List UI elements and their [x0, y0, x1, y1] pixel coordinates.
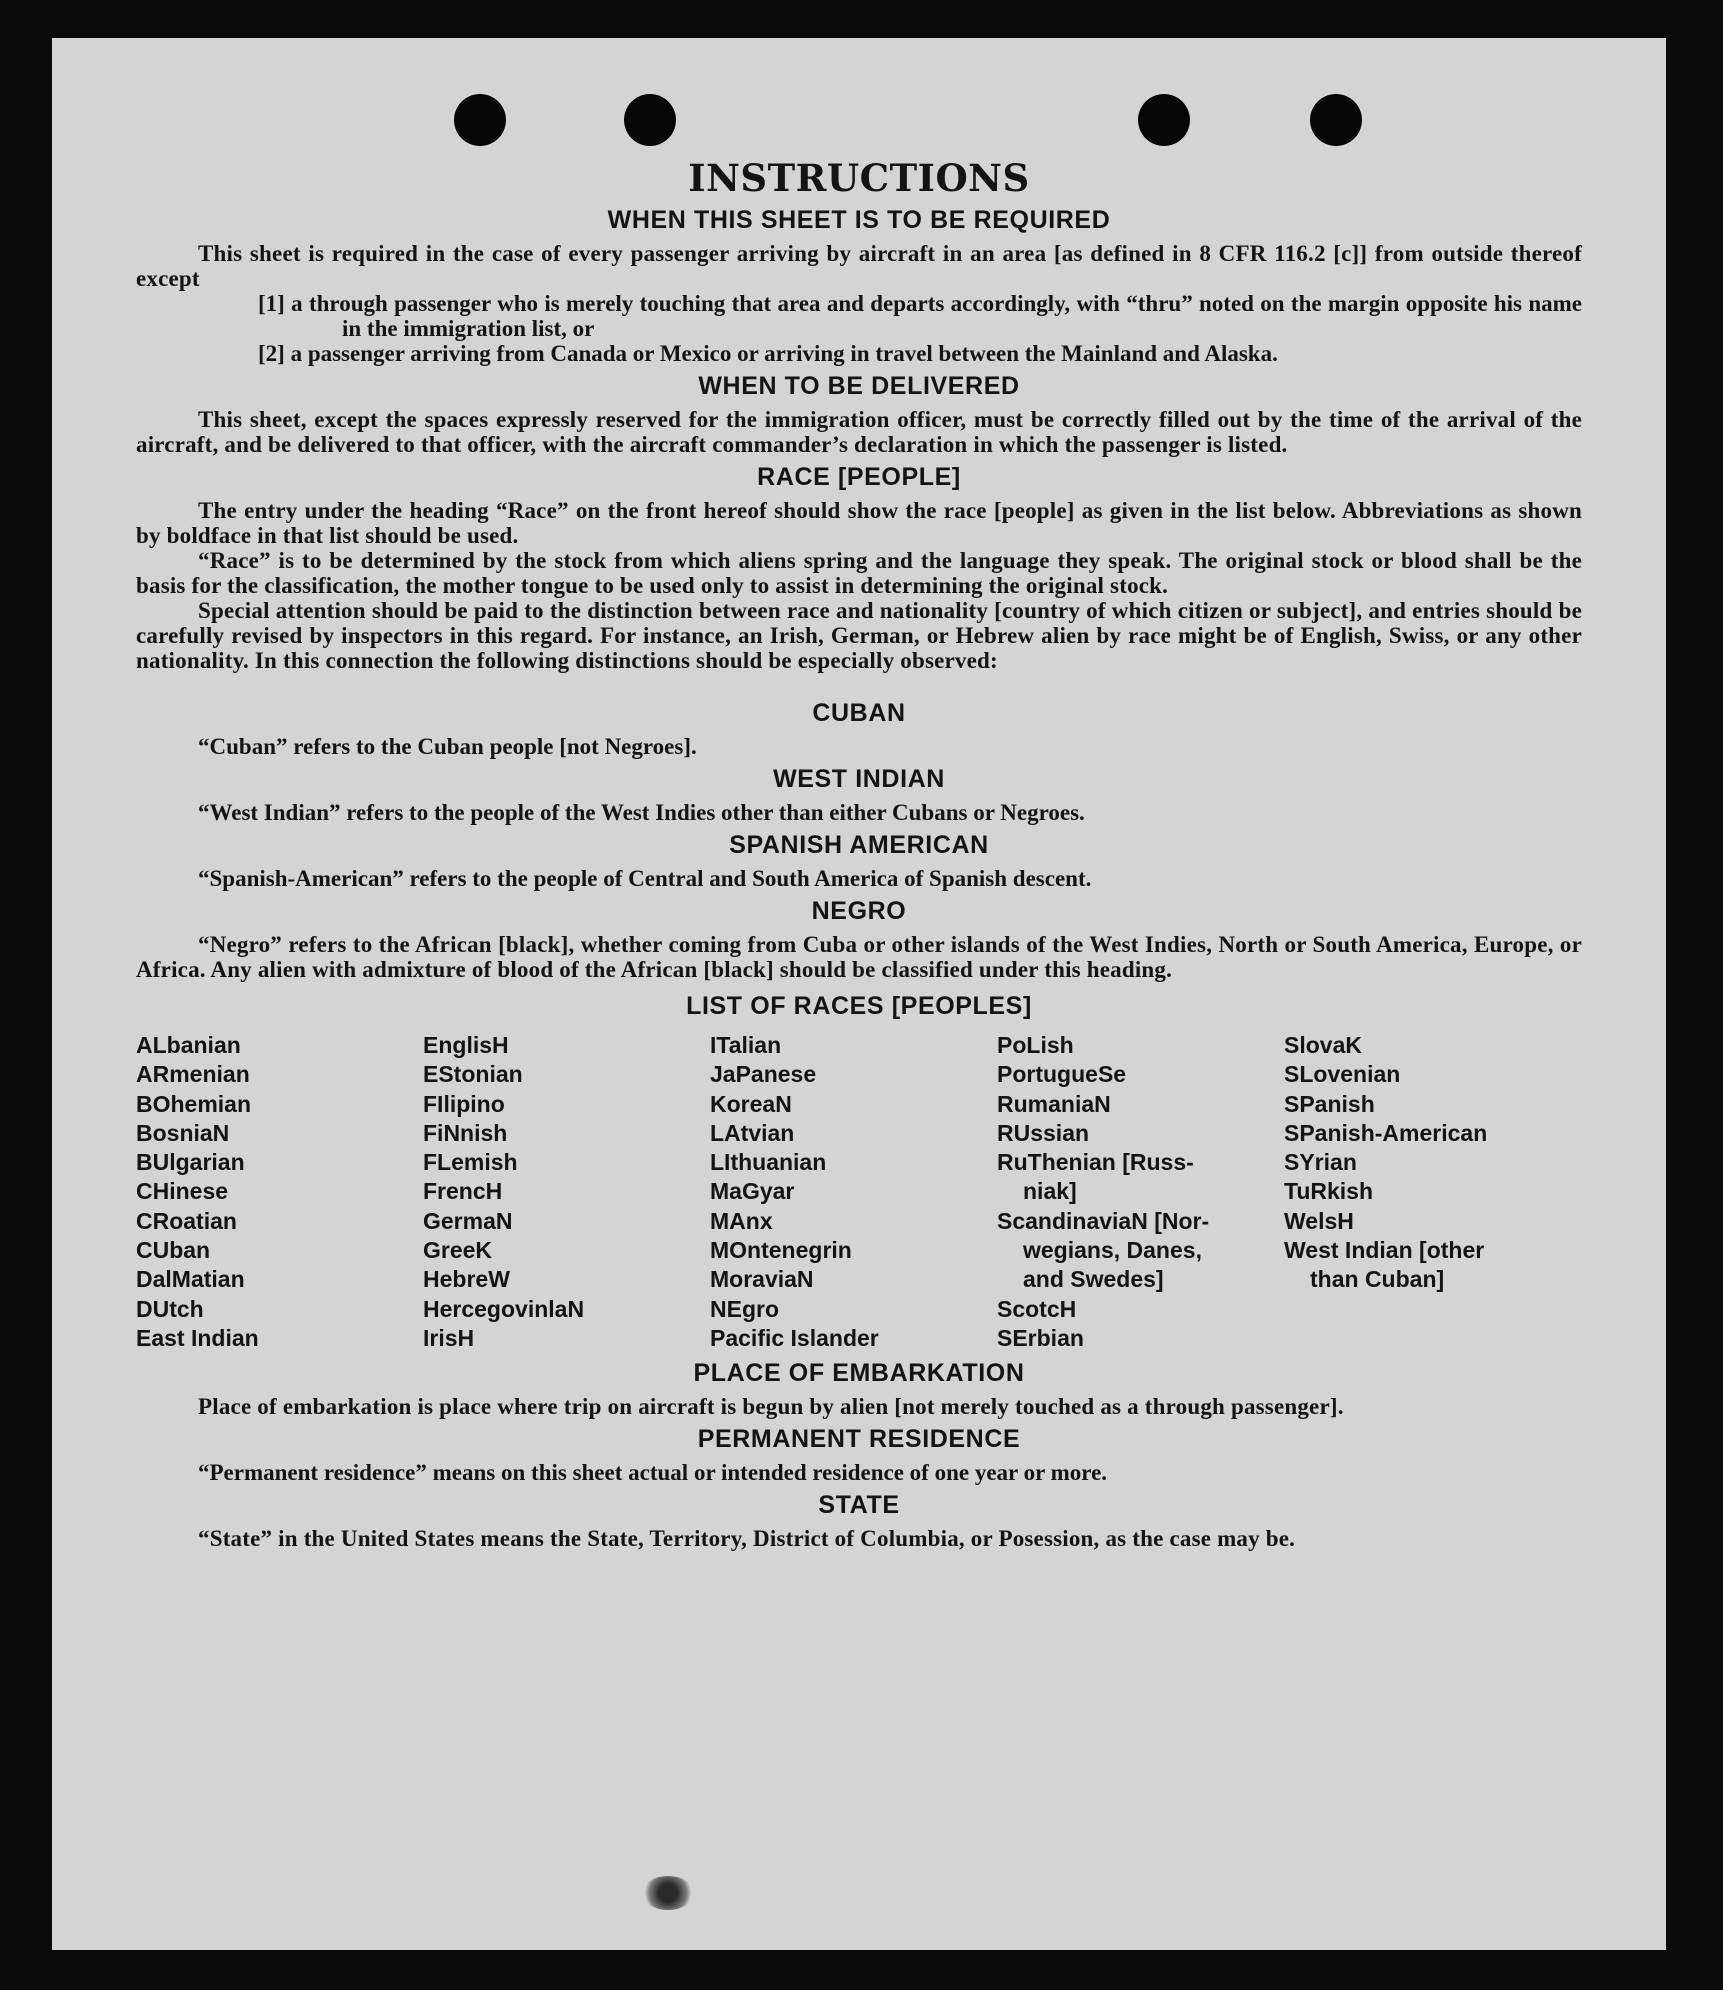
race-paragraph: “Race” is to be determined by the stock from which aliens spring and the language they speak. The original stock or blood shall be the basis for the classification, the mother tongue to be used only to assist in determining the original stock.: [136, 548, 1582, 598]
west-indian-text: “West Indian” refers to the people of the West Indies other than either Cubans or Negroes.: [198, 800, 1085, 825]
race-entry: FrencH: [423, 1178, 503, 1205]
embarkation-text: Place of embarkation is place where trip on aircraft is begun by alien [not merely touched as a through passenger].: [198, 1394, 1344, 1420]
race-entry: niak]: [1023, 1178, 1077, 1205]
race-entry: Pacific Islander: [710, 1324, 879, 1351]
race-entry: JaPanese: [710, 1061, 817, 1088]
race-entry: KoreaN: [710, 1090, 792, 1117]
exception-item-2: [2] a passenger arriving from Canada or Mexico or arriving in travel between the Mainland and Alaska.: [258, 341, 1278, 366]
race-entry: MAnx: [710, 1207, 773, 1234]
heading-negro: NEGRO: [811, 897, 907, 925]
race-entry: NEgro: [710, 1295, 779, 1322]
races-column: [997, 1031, 1284, 1353]
race-entry: RumaniaN: [997, 1090, 1111, 1117]
race-paragraph: The entry under the heading “Race” on the front hereof should show the race [people] as given in the list below. Abbreviations as shown by boldface in that list should be used.: [136, 498, 1582, 548]
race-entry: FiNnish: [423, 1119, 508, 1146]
race-entry: BUlgarian: [136, 1149, 245, 1176]
race-entry: EnglisH: [423, 1032, 509, 1058]
document-page: [52, 38, 1666, 1950]
race-paragraph: Special attention should be paid to the distinction between race and nationality [country of which citizen or subject], and entries should be carefully revised by inspectors in this regard. For instance, an Irish, German, or Hebrew alien by race might be of English, Swiss, or any other nationality. In this connection the following distinctions should be especially observed:: [136, 598, 1582, 673]
race-entry: wegians, Danes,: [1023, 1237, 1202, 1264]
race-entry: TuRkish: [1284, 1178, 1374, 1205]
race-entry: ITalian: [710, 1032, 782, 1058]
when-required-intro: This sheet is required in the case of every passenger arriving by aircraft in an area [as defined in 8 CFR 116.2 [c]] from outside thereof except: [136, 241, 1582, 291]
race-entry: CUban: [136, 1237, 211, 1264]
races-column: [423, 1031, 710, 1353]
heading-when-delivered: WHEN TO BE DELIVERED: [698, 372, 1020, 400]
race-entry: PoLish: [997, 1032, 1074, 1058]
race-entry: SYrian: [1284, 1149, 1357, 1176]
race-entry: RuThenian [Russ-: [997, 1149, 1194, 1176]
race-entry: IrisH: [423, 1324, 475, 1351]
race-entry: EStonian: [423, 1061, 523, 1088]
heading-embarkation: PLACE OF EMBARKATION: [693, 1359, 1025, 1388]
race-entry: LIthuanian: [710, 1149, 827, 1176]
race-entry: MOntenegrin: [710, 1237, 852, 1264]
heading-permanent-residence: PERMANENT RESIDENCE: [697, 1425, 1021, 1454]
residence-text: “Permanent residence” means on this sheet actual or intended residence of one year or more.: [198, 1460, 1108, 1486]
races-table: [136, 1031, 1582, 1353]
heading-state: STATE: [818, 1491, 900, 1520]
heading-cuban: CUBAN: [812, 699, 906, 727]
race-entry: SLovenian: [1284, 1061, 1401, 1088]
heading-spanish-american: SPANISH AMERICAN: [729, 831, 989, 859]
race-entry: SPanish-American: [1284, 1119, 1488, 1146]
race-entry: ScotcH: [997, 1295, 1077, 1322]
races-column: [1284, 1031, 1571, 1353]
race-entry: West Indian [other: [1284, 1237, 1485, 1264]
race-entry: LAtvian: [710, 1119, 795, 1146]
exception-item-1: [1] a through passenger who is merely touching that area and departs accordingly, with “thru” noted on the margin opposite his name in the immigration list, or: [258, 291, 1582, 341]
race-entry: HebreW: [423, 1266, 510, 1293]
race-entry: FIlipino: [423, 1090, 505, 1117]
race-entry: BOhemian: [136, 1090, 252, 1117]
race-entry: FLemish: [423, 1149, 518, 1176]
race-entry: than Cuban]: [1310, 1266, 1445, 1293]
instructions-content: [136, 156, 1582, 1551]
heading-list-of-races: LIST OF RACES [PEOPLES]: [686, 992, 1032, 1020]
race-entry: GermaN: [423, 1207, 513, 1234]
race-entry: GreeK: [423, 1237, 493, 1264]
race-entry: SPanish: [1284, 1090, 1375, 1117]
race-entry: MaGyar: [710, 1178, 795, 1205]
race-entry: SErbian: [997, 1324, 1084, 1351]
race-entry: DUtch: [136, 1295, 204, 1322]
race-entry: ScandinaviaN [Nor-: [997, 1207, 1210, 1234]
races-column: [710, 1031, 997, 1353]
heading-when-required: WHEN THIS SHEET IS TO BE REQUIRED: [607, 206, 1111, 234]
punch-hole: [1310, 94, 1362, 146]
race-entry: CRoatian: [136, 1207, 237, 1234]
when-delivered-text: This sheet, except the spaces expressly reserved for the immigration officer, must be correctly filled out by the time of the arrival of the aircraft, and be delivered to that officer, with the aircraft commander’s declaration in which the passenger is listed.: [136, 407, 1582, 457]
state-text: “State” in the United States means the State, Territory, District of Columbia, or Posession, as the case may be.: [198, 1526, 1296, 1552]
race-entry: East Indian: [136, 1324, 259, 1351]
race-entry: and Swedes]: [1023, 1266, 1164, 1293]
cuban-text: “Cuban” refers to the Cuban people [not Negroes].: [198, 734, 697, 759]
negro-text: “Negro” refers to the African [black], whether coming from Cuba or other islands of the West Indies, North or South America, Europe, or Africa. Any alien with admixture of blood of the African [black] should be classified under this heading.: [136, 932, 1582, 982]
punch-hole: [624, 94, 676, 146]
race-entry: SlovaK: [1284, 1032, 1362, 1058]
heading-west-indian: WEST INDIAN: [773, 765, 945, 793]
race-entry: WelsH: [1284, 1207, 1354, 1234]
page-title: INSTRUCTIONS: [688, 156, 1030, 200]
spanish-american-text: “Spanish-American” refers to the people of Central and South America of Spanish descent.: [198, 866, 1092, 891]
ink-smudge: [642, 1876, 694, 1910]
punch-hole: [1138, 94, 1190, 146]
race-entry: ALbanian: [136, 1032, 241, 1058]
race-entry: HercegovinlaN: [423, 1295, 585, 1322]
race-entry: RUssian: [997, 1119, 1090, 1146]
race-entry: MoraviaN: [710, 1266, 814, 1293]
punch-hole: [454, 94, 506, 146]
race-entry: CHinese: [136, 1178, 229, 1205]
race-entry: BosniaN: [136, 1119, 230, 1146]
race-entry: DalMatian: [136, 1266, 245, 1293]
race-entry: ARmenian: [136, 1061, 250, 1088]
heading-race: RACE [PEOPLE]: [757, 463, 961, 491]
races-column: [136, 1031, 423, 1353]
race-entry: PortugueSe: [997, 1061, 1127, 1088]
